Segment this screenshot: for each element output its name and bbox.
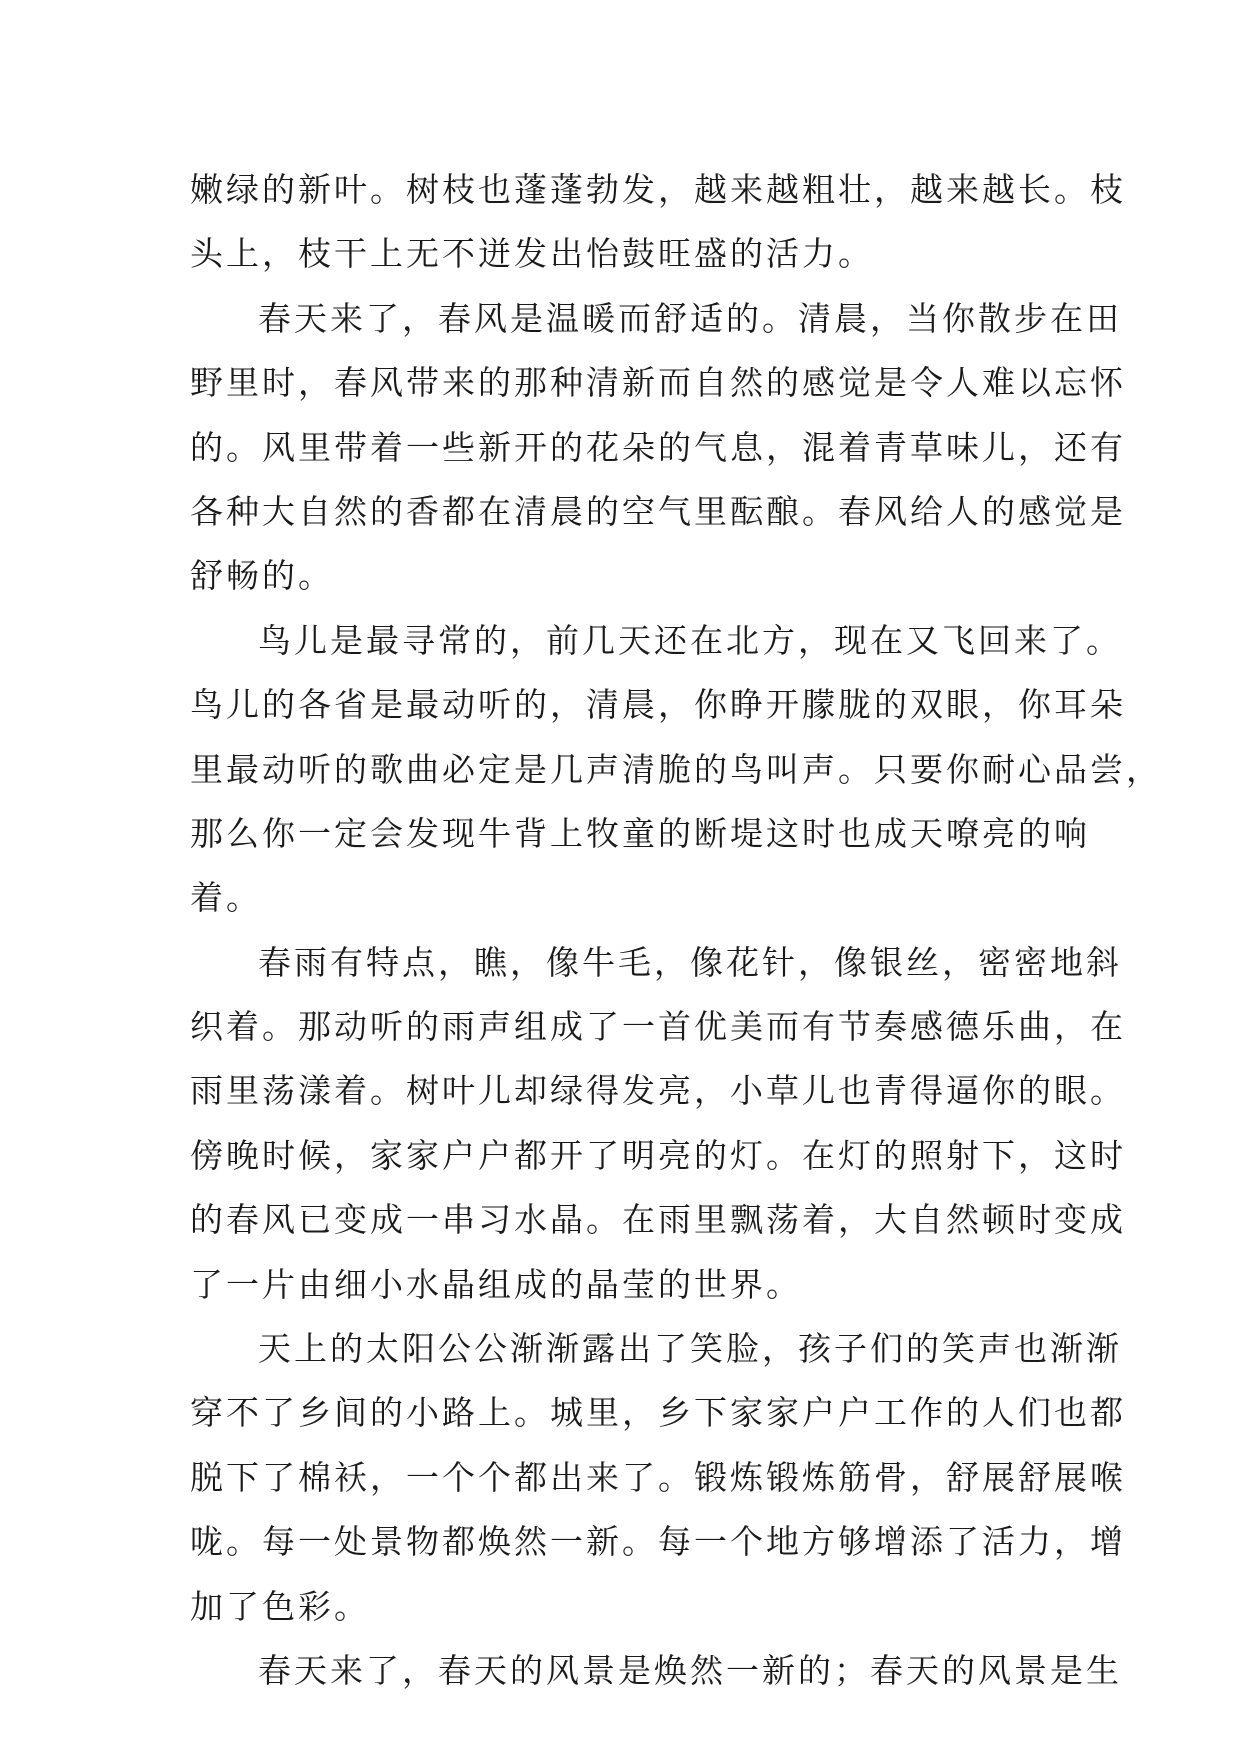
text-line: 春雨有特点，瞧，像牛毛，像花针，像银丝，密密地斜	[258, 942, 1122, 982]
text-line: 傍晚时候，家家户户都开了明亮的灯。在灯的照射下，这时	[190, 1135, 1126, 1175]
text-line: 了一片由细小水晶组成的晶莹的世界。	[190, 1264, 802, 1304]
paragraph	[190, 158, 1126, 287]
text-line: 着。	[190, 878, 262, 918]
paragraph	[190, 931, 1126, 1317]
text-line: 脱下了棉袄，一个个都出来了。锻炼锻炼筋骨，舒展舒展喉	[190, 1457, 1126, 1497]
text-line: 鸟儿是最寻常的，前几天还在北方，现在又飞回来了。	[258, 620, 1122, 660]
paragraph	[190, 609, 1162, 931]
document-body	[190, 158, 1162, 1703]
paragraph	[190, 1317, 1126, 1639]
text-line: 的。风里带着一些新开的花朵的气息，混着青草味儿，还有	[190, 427, 1126, 467]
text-line: 那么你一定会发现牛背上牧童的断堤这时也成天嘹亮的响	[190, 813, 1090, 853]
paragraph	[190, 287, 1126, 609]
text-line: 头上，枝干上无不迸发出怡鼓旺盛的活力。	[190, 234, 874, 274]
text-line: 嫩绿的新叶。树枝也蓬蓬勃发，越来越粗壮，越来越长。枝	[190, 170, 1126, 209]
text-line: 鸟儿的各省是最动听的，清晨，你睁开朦胧的双眼，你耳朵	[190, 685, 1126, 725]
text-line: 春天来了，春天的风景是焕然一新的；春天的风景是生	[258, 1650, 1122, 1690]
text-line: 织着。那动听的雨声组成了一首优美而有节奏感德乐曲，在	[190, 1007, 1126, 1047]
text-line: 雨里荡漾着。树叶儿却绿得发亮，小草儿也青得逼你的眼。	[190, 1071, 1126, 1111]
text-line: 野里时，春风带来的那种清新而自然的感觉是令人难以忘怀	[190, 363, 1126, 403]
text-line: 春天来了，春风是温暖而舒适的。清晨，当你散步在田	[258, 298, 1122, 338]
text-line: 里最动听的歌曲必定是几声清脆的鸟叫声。只要你耐心品尝，	[190, 749, 1162, 789]
text-line: 舒畅的。	[190, 556, 334, 596]
text-line: 穿不了乡间的小路上。城里，乡下家家户户工作的人们也都	[190, 1393, 1126, 1433]
text-line: 天上的太阳公公渐渐露出了笑脸，孩子们的笑声也渐渐	[258, 1329, 1122, 1369]
text-line: 各种大自然的香都在清晨的空气里酝酿。春风给人的感觉是	[190, 491, 1126, 531]
paragraph	[190, 1639, 1122, 1703]
text-line: 加了色彩。	[190, 1586, 370, 1626]
text-line: 咙。每一处景物都焕然一新。每一个地方够增添了活力，增	[190, 1522, 1126, 1562]
text-line: 的春风已变成一串习水晶。在雨里飘荡着，大自然顿时变成	[190, 1200, 1126, 1240]
